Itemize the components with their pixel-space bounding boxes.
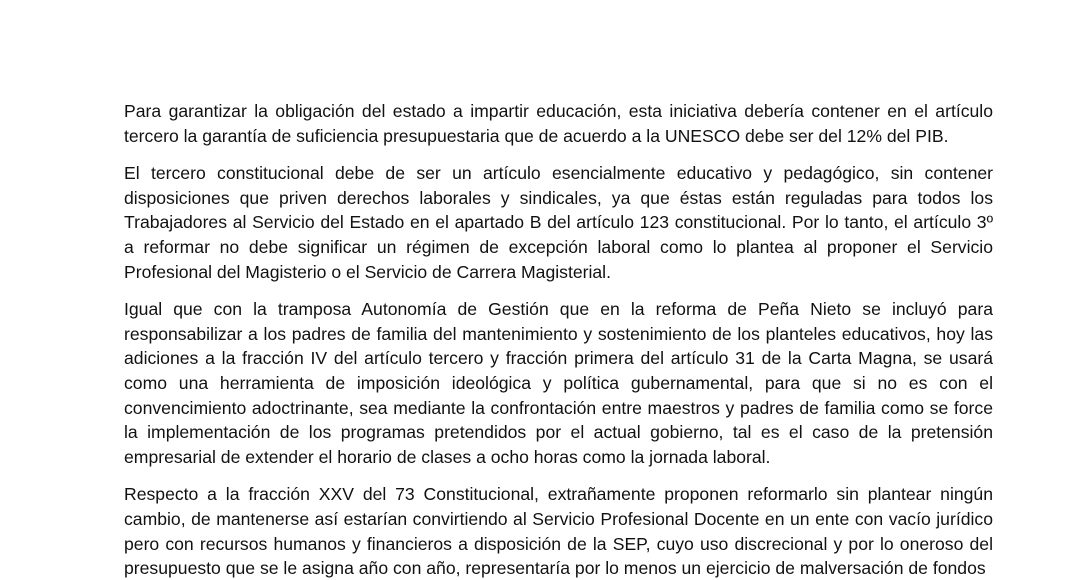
paragraph-management-autonomy: Igual que con la tramposa Autonomía de Gestión que en la reforma de Peña Nieto se incluyó para responsabilizar a los padres de familia del mantenimiento y sostenimiento de los planteles educativos, hoy las adiciones a la fracción IV del artículo tercero y fracción primera del artículo 31 de la Carta Magna, se usará como una herramienta de imposición ideológica y política gubernamental, para que si no es con el convencimiento adoctrinante, sea mediante la confrontación entre maestros y padres de familia como se force la implementación de los programas pretendidos por el actual gobierno, tal es el caso de la pretensión empresarial de extender el horario de clases a ocho horas como la jornada laboral. (124, 299, 993, 467)
paragraph-budget-guarantee: Para garantizar la obligación del estado a impartir educación, esta iniciativa debería contener en el artículo tercero la garantía de suficiencia presupuestaria que de acuerdo a la UNESCO debe ser del 12% del PIB. (124, 101, 993, 146)
paragraph-fraction-xxv: Respecto a la fracción XXV del 73 Constitucional, extrañamente proponen reformarlo sin plantear ningún cambio, de mantenerse así estarían convirtiendo al Servicio Profesional Docente en un ente con vacío jurídico pero con recursos humanos y financieros a disposición de la SEP, cuyo uso discrecional y por lo oneroso del presupuesto que se le asigna año con año, representaría por lo menos un ejercicio de malversación de fondos (124, 484, 993, 579)
document-body (124, 99, 993, 580)
paragraph-article-third: El tercero constitucional debe de ser un artículo esencialmente educativo y pedagógico, sin contener disposiciones que priven derechos laborales y sindicales, ya que éstas están reguladas para todos los Trabajadores al Servicio del Estado en el apartado B del artículo 123 constitucional. Por lo tanto, el artículo 3º a reformar no debe significar un régimen de excepción laboral como lo plantea al proponer el Servicio Profesional del Magisterio o el Servicio de Carrera Magisterial. (124, 163, 993, 282)
